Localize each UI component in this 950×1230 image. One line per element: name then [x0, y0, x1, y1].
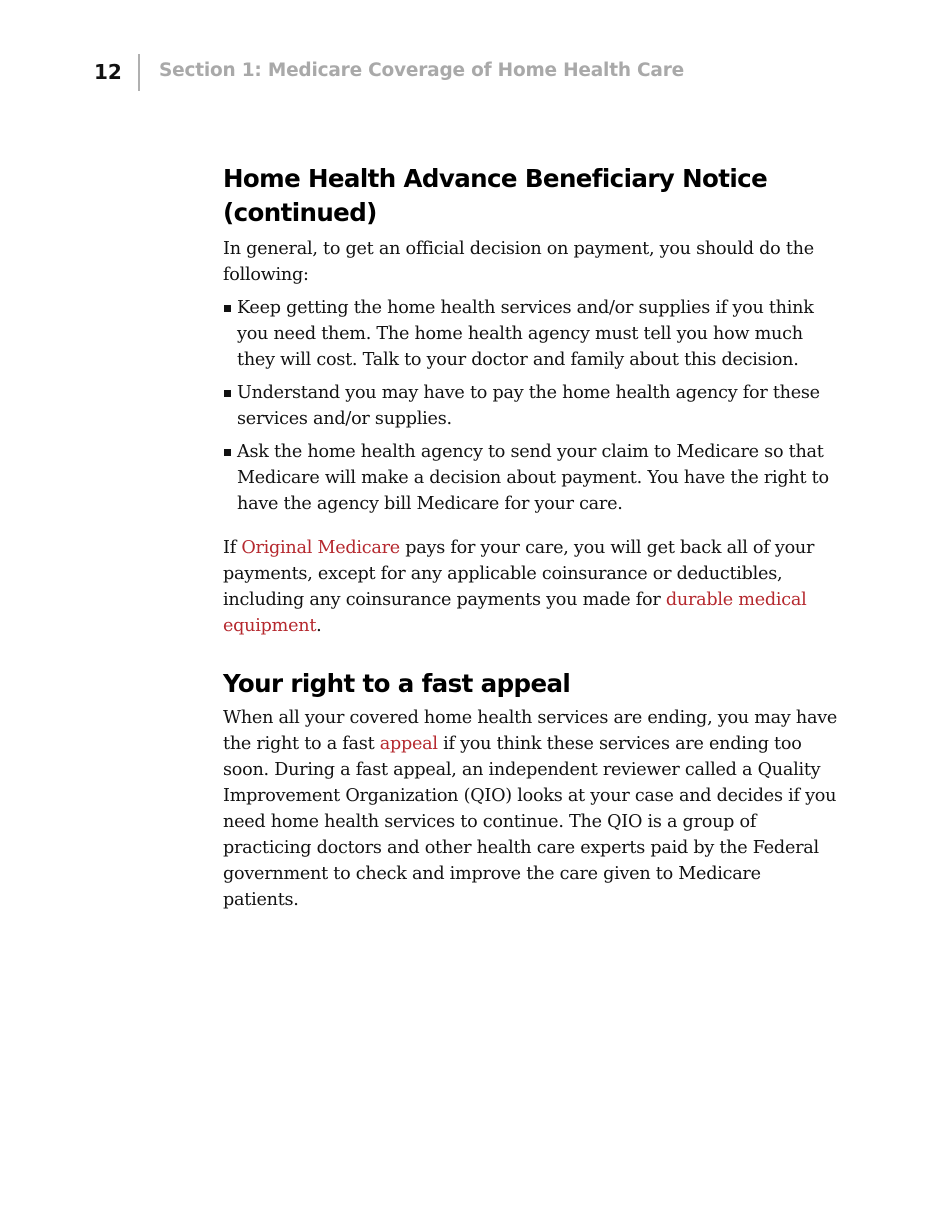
list-item [223, 439, 841, 517]
list-item [223, 380, 841, 432]
payments-text-1: If [223, 538, 242, 558]
appeal-heading: Your right to a fast appeal [223, 669, 571, 698]
section-title: Section 1: Medicare Coverage of Home Health Care [159, 60, 684, 81]
durable-medical-equipment-link[interactable]: durable medical equipment [223, 590, 807, 636]
list-item-text: Understand you may have to pay the home health agency for these services and/or supplies. [237, 383, 820, 429]
appeal-text-1: When all your covered home health services are ending, you may have the right to a fast [223, 708, 838, 754]
page-content [223, 162, 841, 913]
bullet-square-icon [224, 305, 231, 312]
header-divider [138, 54, 140, 91]
payments-text-3: . [316, 616, 322, 636]
list-item-text: Ask the home health agency to send your claim to Medicare so that Medicare will make a decision about payment. You have the right to have the agency bill Medicare for your care. [237, 442, 829, 514]
list-item [223, 295, 841, 373]
bullet-square-icon [224, 390, 231, 397]
payments-paragraph [223, 535, 841, 639]
notice-steps-list [223, 295, 841, 517]
list-item-text: Keep getting the home health services and/or supplies if you think you need them. The home health agency must tell you how much they will cost. Talk to your doctor and family about this decision. [237, 298, 814, 370]
payments-text-2: pays for your care, you will get back all of your payments, except for any applicable coinsurance or deductibles, including any coinsurance payments you made for [223, 538, 815, 610]
notice-heading: Home Health Advance Beneficiary Notice (continued) [223, 164, 768, 227]
bullet-square-icon [224, 449, 231, 456]
original-medicare-link[interactable]: Original Medicare [241, 538, 400, 558]
page-header [0, 54, 950, 92]
appeal-text-2: if you think these services are ending too soon. During a fast appeal, an independent reviewer called a Quality Improvement Organization (QIO) looks at your case and decides if you need home health services to continue. The QIO is a group of practicing doctors and other health care experts paid by the Federal government to check and improve the care given to Medicare patients. [223, 734, 837, 910]
page-number: 12 [94, 60, 122, 84]
appeal-paragraph [223, 705, 841, 913]
notice-intro: In general, to get an official decision on payment, you should do the following: [223, 239, 814, 285]
appeal-link[interactable]: appeal [379, 734, 438, 754]
